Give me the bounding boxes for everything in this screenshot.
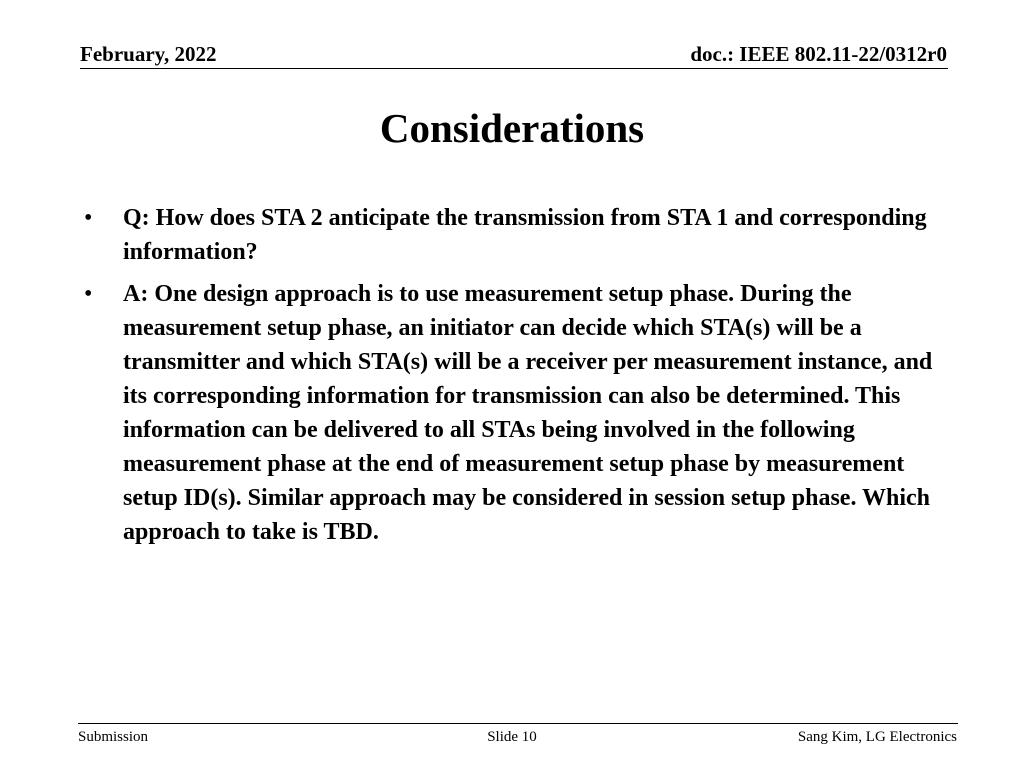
bullet-text: Q: How does STA 2 anticipate the transmission from STA 1 and corresponding information? <box>123 205 927 265</box>
bullet-text: A: One design approach is to use measurement setup phase. During the measurement setup phase, an initiator can decide which STA(s) will be a transmitter and which STA(s) will be a receiver per measurement instance, and its corresponding information for transmission can also be determined. This information can be delivered to all STAs being involved in the following measurement phase at the end of measurement setup phase by measurement setup ID(s). Similar approach may be considered in session setup phase. Which approach to take is TBD. <box>123 281 933 545</box>
footer-slide-number: Slide 10 <box>487 729 537 745</box>
bullet-item-question <box>84 201 944 269</box>
bullet-list <box>84 201 944 557</box>
footer-author: Sang Kim, LG Electronics <box>797 729 957 745</box>
footer-submission: Submission <box>78 729 149 745</box>
bullet-icon: • <box>84 281 93 307</box>
header-date: February, 2022 <box>80 42 217 66</box>
footer-divider <box>78 723 958 724</box>
bullet-item-answer <box>84 277 944 549</box>
header-divider <box>80 68 948 69</box>
bullet-icon: • <box>84 205 93 231</box>
header-doc-id: doc.: IEEE 802.11-22/0312r0 <box>690 42 947 66</box>
slide-title: Considerations <box>379 105 645 151</box>
